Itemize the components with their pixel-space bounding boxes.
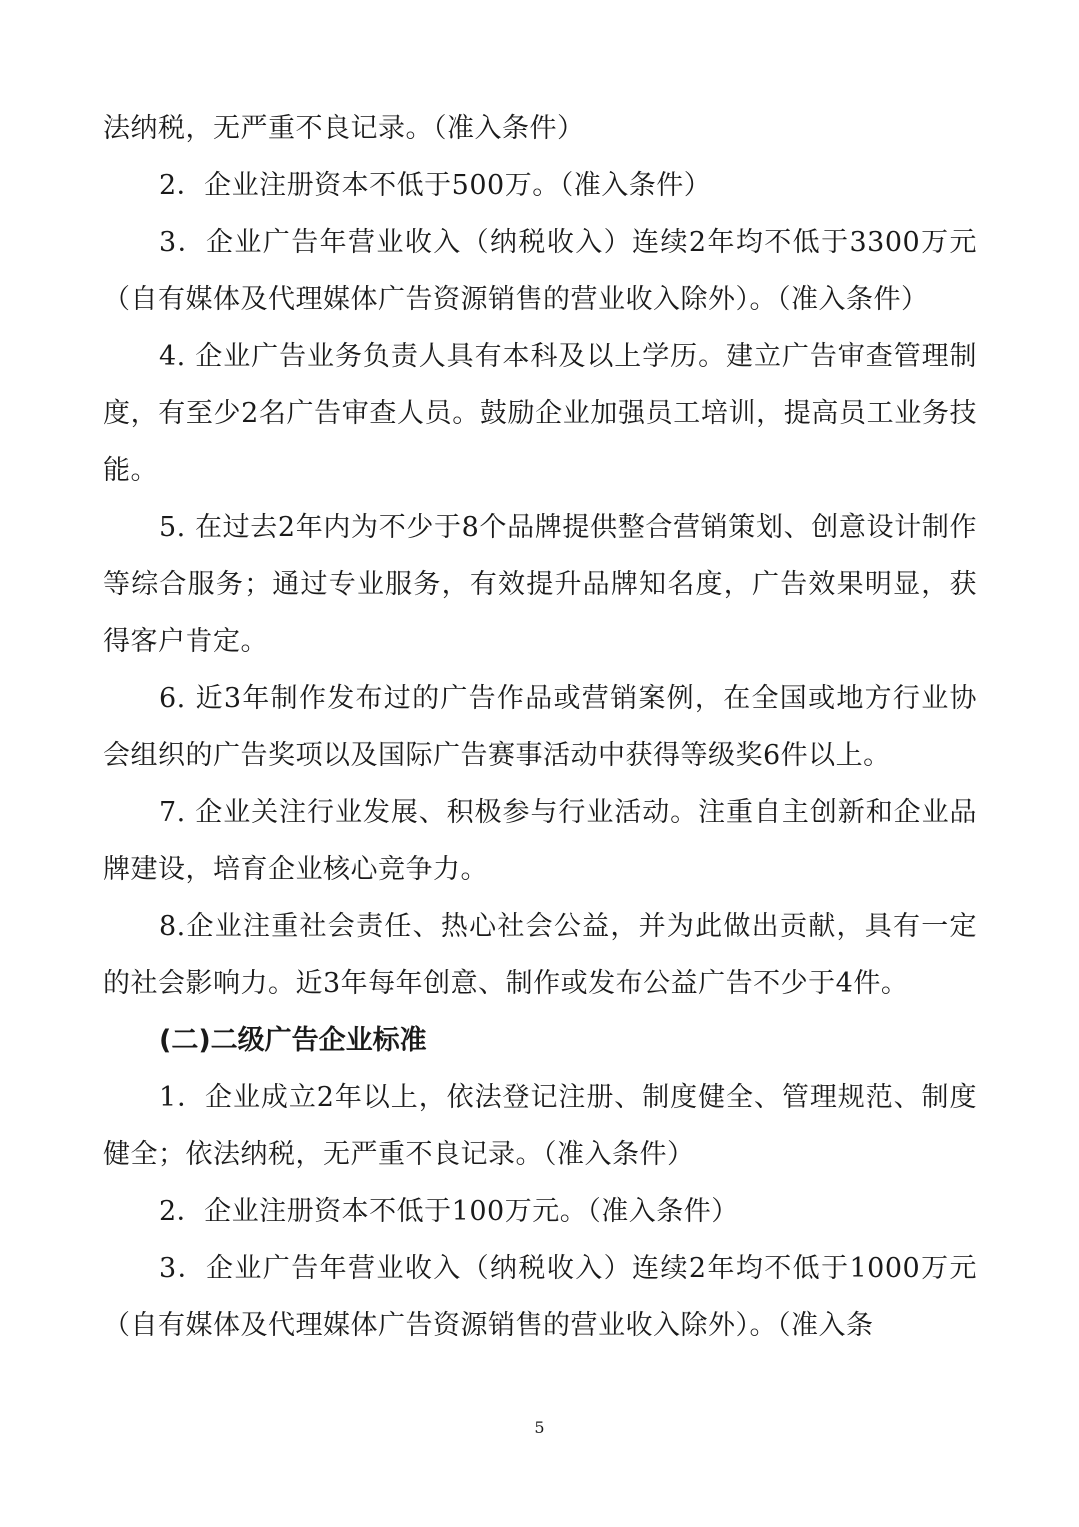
section-heading: (二)二级广告企业标准 <box>159 1025 427 1056</box>
paragraph-level2-item-3: 3．企业广告年营业收入（纳税收入）连续2年均不低于1000万元（自有媒体及代理媒体广告资源销售的营业收入除外）。（准入条 <box>103 1253 977 1341</box>
page-number: 5 <box>534 1418 545 1437</box>
paragraph-item-8: 8.企业注重社会责任、热心社会公益，并为此做出贡献，具有一定的社会影响力。近3年每年创意、制作或发布公益广告不少于4件。 <box>103 911 977 999</box>
paragraph-item-7: 7. 企业关注行业发展、积极参与行业活动。注重自主创新和企业品牌建设，培育企业核心竞争力。 <box>103 797 977 885</box>
paragraph-item-2: 2．企业注册资本不低于500万。（准入条件） <box>159 170 712 201</box>
document-body <box>103 100 977 1354</box>
paragraph-item-6: 6. 近3年制作发布过的广告作品或营销案例，在全国或地方行业协会组织的广告奖项以及国际广告赛事活动中获得等级奖6件以上。 <box>103 683 977 771</box>
paragraph-item-4: 4. 企业广告业务负责人具有本科及以上学历。建立广告审查管理制度，有至少2名广告审查人员。鼓励企业加强员工培训，提高员工业务技能。 <box>103 341 977 486</box>
paragraph-item-3: 3．企业广告年营业收入（纳税收入）连续2年均不低于3300万元（自有媒体及代理媒体广告资源销售的营业收入除外）。（准入条件） <box>103 227 977 315</box>
paragraph-item-5: 5. 在过去2年内为不少于8个品牌提供整合营销策划、创意设计制作等综合服务；通过专业服务，有效提升品牌知名度，广告效果明显，获得客户肯定。 <box>103 512 977 657</box>
paragraph-level2-item-1: 1．企业成立2年以上，依法登记注册、制度健全、管理规范、制度健全；依法纳税，无严重不良记录。（准入条件） <box>103 1082 977 1170</box>
paragraph-continuation: 法纳税，无严重不良记录。（准入条件） <box>103 113 585 144</box>
paragraph-level2-item-2: 2．企业注册资本不低于100万元。（准入条件） <box>159 1196 739 1227</box>
